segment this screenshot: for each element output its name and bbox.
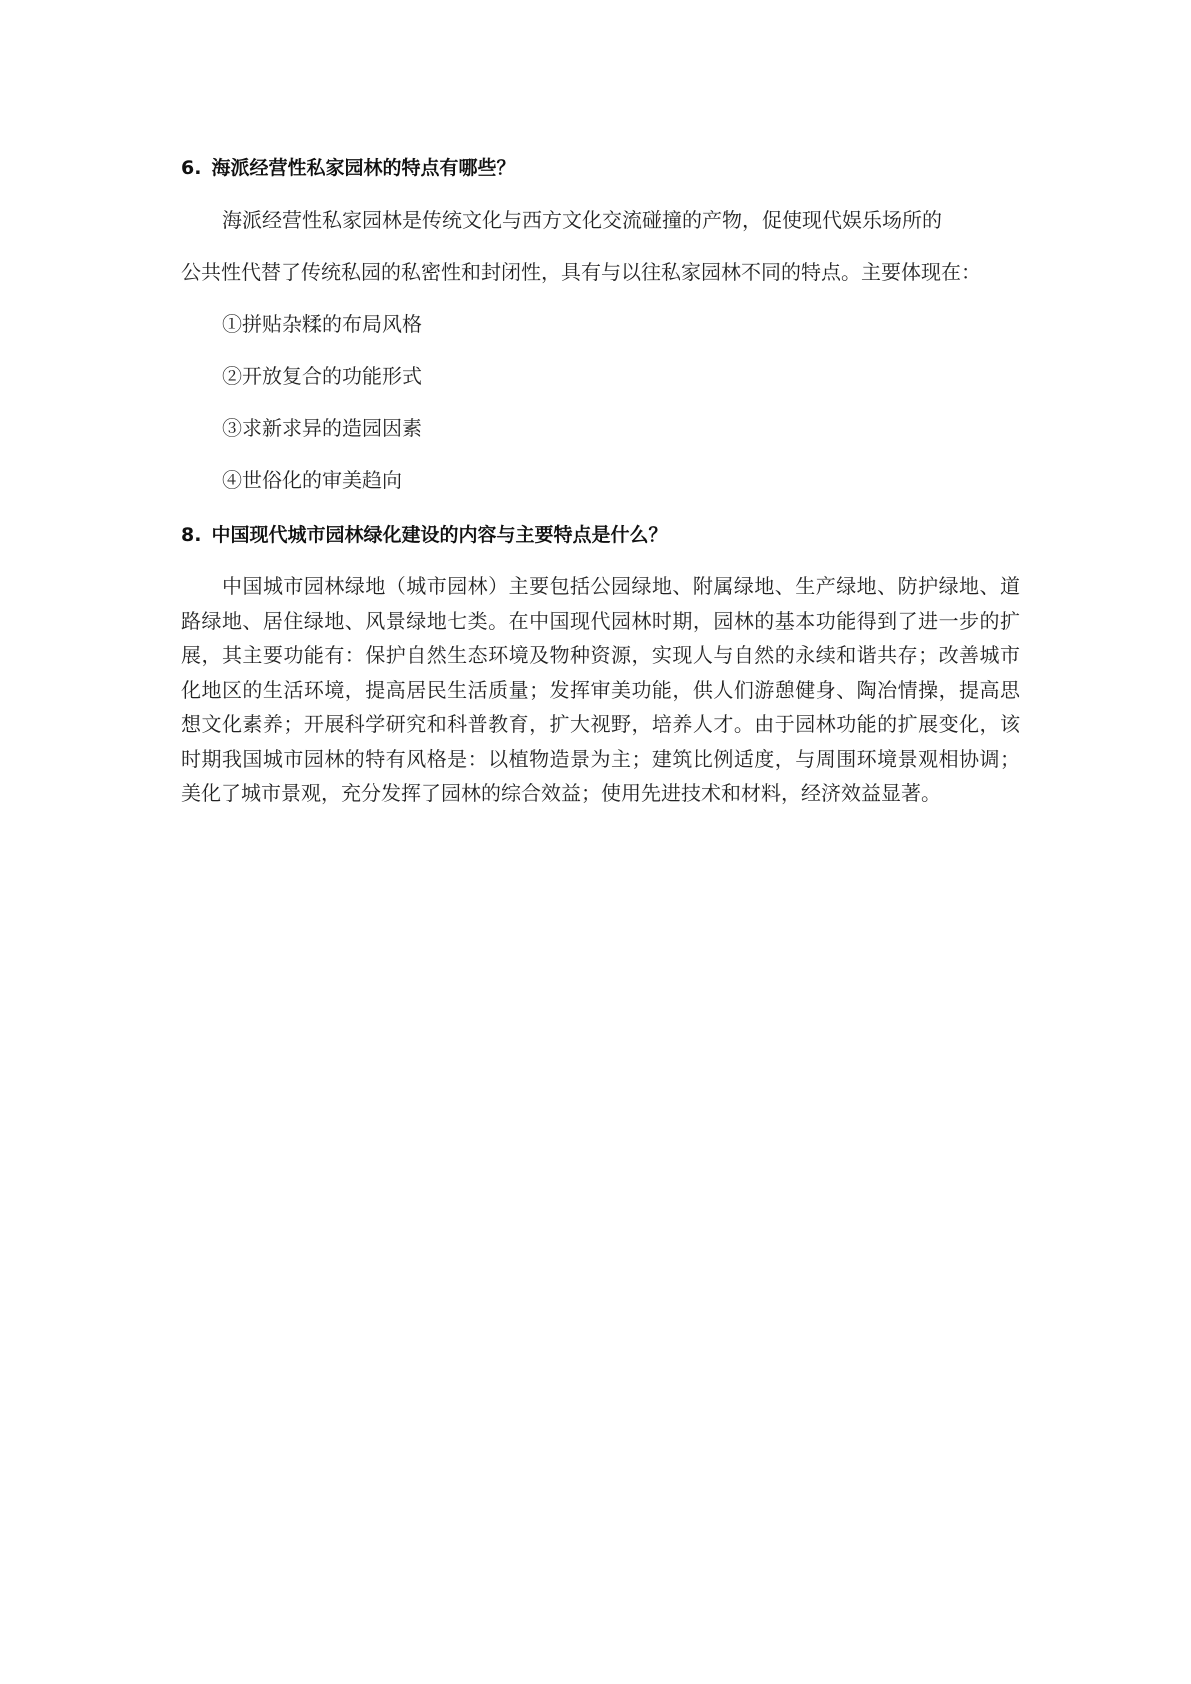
question-8-heading (181, 520, 667, 547)
question-6-paragraph-line-2: 公共性代替了传统私园的私密性和封闭性，具有与以往私家园林不同的特点。主要体现在： (181, 260, 981, 284)
question-6-list-item-2: ②开放复合的功能形式 (222, 364, 422, 388)
question-6-number: 6. (181, 157, 202, 179)
question-6-list-item-3: ③求新求异的造园因素 (222, 416, 422, 440)
question-6-heading (181, 153, 515, 180)
question-6-title: 海派经营性私家园林的特点有哪些？ (211, 157, 516, 179)
question-8-number: 8. (181, 524, 202, 546)
question-8-title: 中国现代城市园林绿化建设的内容与主要特点是什么？ (211, 524, 668, 546)
question-6-paragraph-line-1: 海派经营性私家园林是传统文化与西方文化交流碰撞的产物，促使现代娱乐场所的 (222, 208, 942, 232)
question-8-answer-paragraph: 中国城市园林绿地（城市园林）主要包括公园绿地、附属绿地、生产绿地、防护绿地、道路绿地、居住绿地、风景绿地七类。在中国现代园林时期，园林的基本功能得到了进一步的扩展，其主要功能有：保护自然生态环境及物种资源，实现人与自然的永续和谐共存；改善城市化地区的生活环境，提高居民生活质量；发挥审美功能，供人们游憩健身、陶冶情操，提高思想文化素养；开展科学研究和科普教育，扩大视野，培养人才。由于园林功能的扩展变化，该时期我国城市园林的特有风格是：以植物造景为主；建筑比例适度，与周围环境景观相协调；美化了城市景观，充分发挥了园林的综合效益；使用先进技术和材料，经济效益显著。 (181, 574, 1020, 805)
question-6-list-item-4: ④世俗化的审美趋向 (222, 468, 402, 492)
question-6-list-item-1: ①拼贴杂糅的布局风格 (222, 312, 422, 336)
